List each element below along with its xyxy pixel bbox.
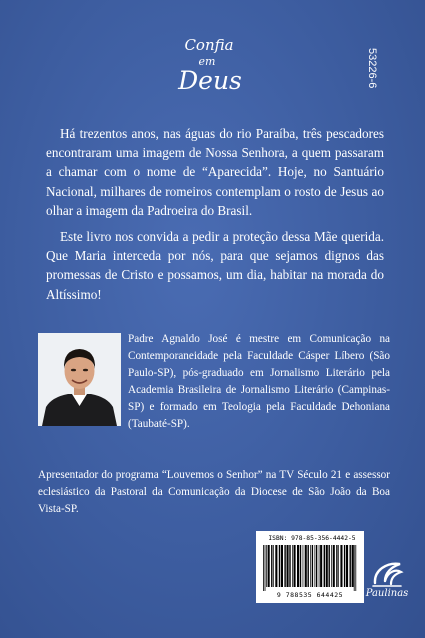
collection-logo-line-2: em [198,55,216,68]
collection-logo-line-1: Confia [184,36,234,54]
barcode [263,545,357,591]
barcode-bar [265,545,266,591]
author-bio-beside-photo: Padre Agnaldo José é mestre em Comunicação na Contemporaneidade pela Faculdade Cásper Líbero (São Paulo-SP), pós-graduado em Jornalismo Literário pela Academia Brasileira de Jornalismo Literário (Campinas-SP) e formado em Teologia pela Faculdade Dehoniana (Taubaté-SP). [128,333,390,430]
barcode-bar [336,545,337,587]
barcode-bar [300,545,301,587]
barcode-bar [263,545,264,591]
barcode-bar [312,545,313,587]
synopsis-paragraph-1: Há trezentos anos, nas águas do rio Paraíba, três pescadores encontraram uma imagem de Nossa Senhora, a quem passaram a chamar com o nome de “Aparecida”. Hoje, no Santuário Nacional, milhares de romeiros contemplam o rosto de Jesus ao olhar a imagem da Padroeira do Brasil. [46,126,384,218]
barcode-bar [275,545,277,587]
barcode-bar [324,545,325,587]
barcode-bar [331,545,332,587]
barcode-bar [344,545,345,587]
barcode-bar [284,545,285,587]
publisher-logo-icon [370,559,404,589]
barcode-bar [338,545,339,587]
product-code: 53226-6 [366,48,378,89]
barcode-bar [310,545,311,587]
barcode-bar [352,545,354,587]
barcode-bar [297,545,299,587]
author-photo [38,333,121,426]
barcode-bar [308,545,309,587]
barcode-bar [279,545,280,587]
barcode-bar [271,545,272,587]
barcode-bar [333,545,335,587]
barcode-bar [350,545,351,587]
barcode-bar [320,545,322,587]
barcode-bar [355,545,356,591]
author-bio-below-photo: Apresentador do programa “Louvemos o Senhor” na TV Século 21 e assessor eclesiástico da Pastoral da Comunicação da Diocese de São João da Boa Vista-SP. [38,469,390,515]
publisher-name: Paulinas [365,588,409,599]
barcode-bar [326,545,328,587]
barcode-bar [354,545,355,591]
barcode-bar [305,545,307,587]
barcode-bar [294,545,296,587]
barcode-digits: 9 788535 644425 [276,591,344,599]
barcode-bar [303,545,304,587]
barcode-bar [329,545,330,587]
barcode-bar [287,545,289,587]
barcode-bar [281,545,283,587]
barcode-bar [340,545,342,587]
barcode-bar [315,545,316,587]
barcode-bar [273,545,274,587]
barcode-bar [316,545,317,587]
barcode-bar [266,545,267,587]
collection-logo-line-3: Deus [178,66,242,95]
isbn-text: ISBN: 978-85-356-4442-5 [268,535,356,542]
barcode-bar [319,545,320,587]
barcode-bar [289,545,290,587]
synopsis-paragraph-2: Este livro nos convida a pedir a proteção dessa Mãe querida. Que Maria interceda por nós, para que sejamos dignos das promessas de Cristo e possamos, um dia, habitar na morada do Altíssimo! [46,229,384,302]
barcode-box [256,531,364,603]
barcode-bar [292,545,293,587]
barcode-bar [268,545,270,587]
barcode-bar [346,545,348,587]
